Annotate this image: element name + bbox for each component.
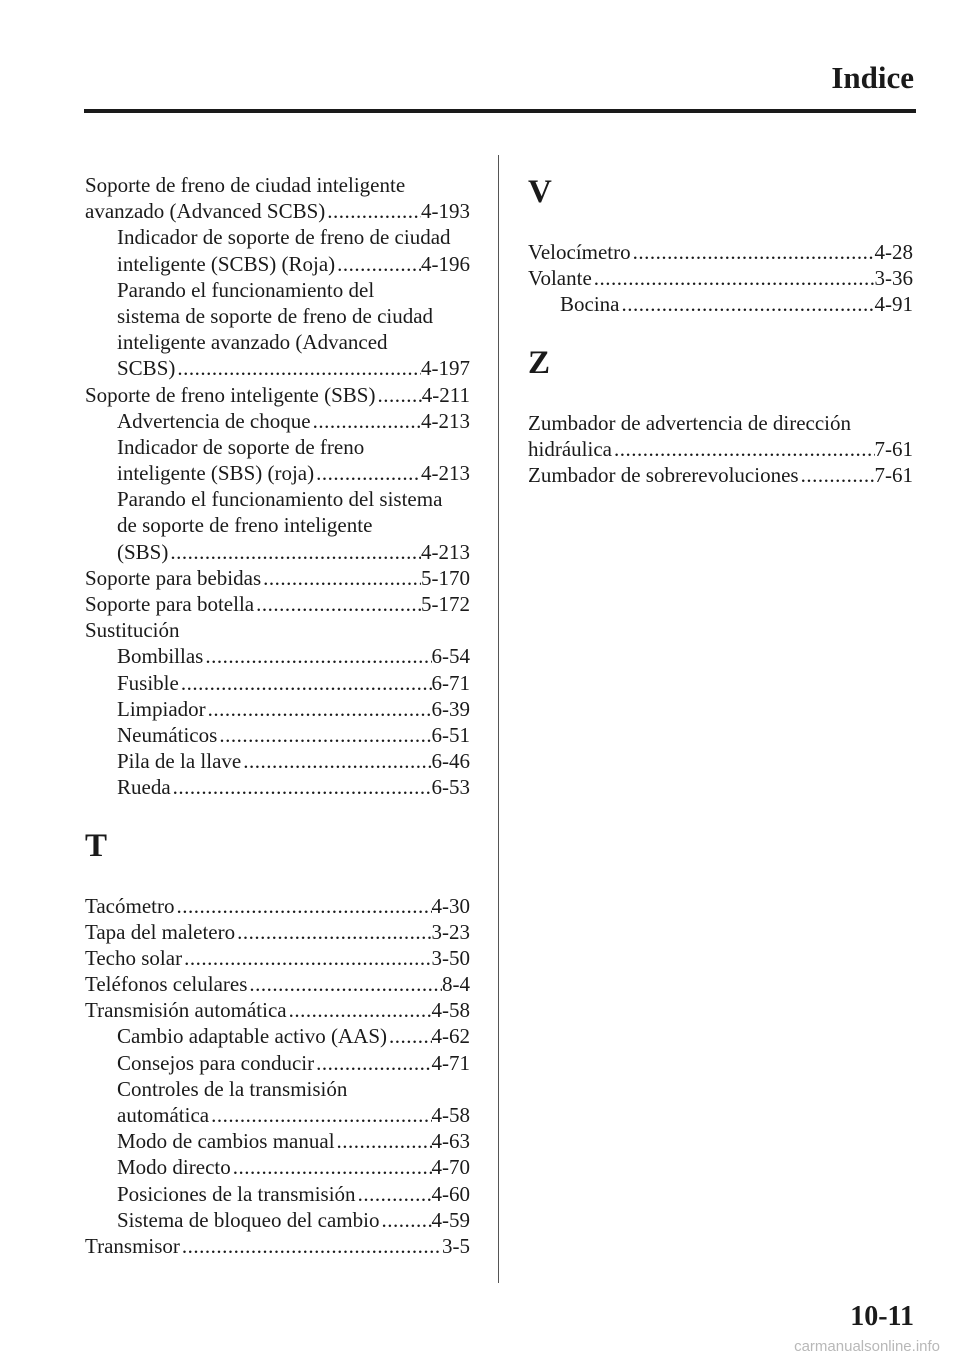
dot-leader — [311, 408, 421, 434]
entry-text: sistema de soporte de freno de ciudad — [117, 303, 434, 328]
section-letter: T — [85, 827, 108, 864]
index-entry — [528, 462, 913, 488]
index-subentry — [85, 512, 470, 538]
entry-text: de soporte de freno inteligente — [117, 513, 373, 538]
entry-page-ref: 4-211 — [421, 382, 470, 407]
index-subentry — [85, 1154, 470, 1180]
entry-text: Bombillas — [117, 644, 204, 669]
entry-page-ref: 6-46 — [431, 749, 470, 774]
index-subentry — [85, 774, 470, 800]
entry-text: Zumbador de sobrerevoluciones — [528, 462, 799, 487]
entry-text: Teléfonos celulares — [85, 972, 248, 997]
entry-text: Transmisión automática — [85, 998, 287, 1023]
entry-page-ref: 3-36 — [874, 266, 913, 291]
dot-leader — [247, 971, 442, 997]
entry-text: inteligente avanzado (Advanced — [117, 330, 388, 355]
index-subentry — [85, 460, 470, 486]
entry-text: SCBS) — [117, 356, 176, 381]
entry-text: Fusible — [117, 670, 179, 695]
entry-text: (SBS) — [117, 539, 169, 564]
index-entry — [528, 410, 913, 436]
entry-page-ref: 4-213 — [421, 408, 470, 433]
entry-page-ref: 6-53 — [431, 775, 470, 800]
index-entry — [85, 971, 470, 997]
entry-page-ref: 4-71 — [431, 1050, 470, 1075]
entry-text: Modo directo — [117, 1155, 231, 1180]
dot-leader — [175, 893, 432, 919]
dot-leader — [179, 670, 432, 696]
entry-page-ref: 3-5 — [442, 1233, 470, 1258]
entry-page-ref: 4-197 — [421, 356, 470, 381]
index-entry — [85, 945, 470, 971]
entry-text: Transmisor — [85, 1233, 180, 1258]
index-subentry — [85, 1050, 470, 1076]
dot-leader — [631, 239, 875, 265]
entry-page-ref: 8-4 — [442, 972, 470, 997]
dot-leader — [375, 382, 421, 408]
entry-text: Bocina — [560, 292, 620, 317]
index-entry — [85, 617, 470, 643]
dot-leader — [175, 355, 421, 381]
index-subentry — [85, 748, 470, 774]
index-subentry — [85, 696, 470, 722]
entry-page-ref: 4-28 — [874, 240, 913, 264]
entry-text: Sistema de bloqueo del cambio — [117, 1207, 380, 1232]
page-number: 10-11 — [850, 1301, 914, 1332]
entry-page-ref: 3-23 — [431, 919, 470, 944]
entry-page-ref: 4-60 — [431, 1181, 470, 1206]
index-subentry — [85, 277, 470, 303]
dot-leader — [254, 591, 421, 617]
dot-leader — [287, 997, 432, 1023]
section-spacer — [528, 318, 913, 343]
index-entry — [85, 382, 470, 408]
entry-text: Soporte de freno inteligente (SBS) — [85, 382, 376, 407]
section-spacer — [85, 866, 470, 893]
dot-leader — [619, 291, 874, 317]
entry-text: Soporte para botella — [85, 592, 255, 616]
dot-leader — [203, 643, 431, 669]
dot-leader — [171, 774, 432, 800]
section-spacer — [85, 801, 470, 826]
entry-text: Consejos para conducir — [117, 1050, 315, 1075]
entry-text: Parando el funcionamiento del sistema — [117, 487, 443, 512]
index-column-right — [528, 172, 913, 488]
entry-page-ref: 5-172 — [421, 592, 470, 616]
dot-leader — [241, 748, 431, 774]
index-subentry — [85, 1076, 470, 1102]
dot-leader — [235, 919, 431, 945]
index-entry — [85, 172, 470, 198]
dot-leader — [356, 1181, 432, 1207]
entry-page-ref: 6-51 — [431, 722, 470, 747]
entry-text: Advertencia de choque — [117, 408, 311, 433]
entry-text: Soporte para bebidas — [85, 565, 262, 590]
dot-leader — [612, 436, 875, 462]
entry-text: hidráulica — [528, 436, 612, 461]
entry-page-ref: 4-63 — [431, 1129, 470, 1154]
dot-leader — [217, 722, 431, 748]
entry-text: Indicador de soporte de freno — [117, 434, 365, 459]
entry-page-ref: 4-213 — [421, 461, 470, 486]
entry-text: Tacómetro — [85, 893, 175, 918]
index-subentry — [85, 1023, 470, 1049]
index-entry — [528, 436, 913, 462]
entry-text: avanzado (Advanced SCBS) — [85, 199, 326, 224]
dot-leader — [180, 1233, 442, 1259]
entry-page-ref: 7-61 — [874, 436, 913, 461]
index-subentry — [85, 670, 470, 696]
dot-leader — [387, 1023, 431, 1049]
index-entry — [85, 919, 470, 945]
page-title: Indice — [831, 60, 914, 95]
index-entry — [85, 565, 470, 591]
dot-leader — [231, 1154, 432, 1180]
entry-text: Limpiador — [117, 696, 206, 721]
dot-leader — [182, 945, 431, 971]
entry-text: Tapa del maletero — [85, 919, 236, 944]
index-subentry — [85, 303, 470, 329]
entry-page-ref: 4-30 — [431, 893, 470, 918]
index-entry — [85, 591, 470, 617]
entry-page-ref: 6-54 — [431, 644, 470, 669]
dot-leader — [335, 251, 421, 277]
entry-page-ref: 5-170 — [421, 565, 470, 590]
index-subentry — [85, 539, 470, 565]
index-subentry — [85, 1128, 470, 1154]
dot-leader — [314, 460, 421, 486]
section-spacer — [528, 212, 913, 239]
entry-page-ref: 4-58 — [431, 1103, 470, 1127]
entry-page-ref: 4-70 — [431, 1155, 470, 1180]
entry-text: Soporte de freno de ciudad inteligente — [85, 173, 406, 197]
index-subentry — [85, 1207, 470, 1233]
index-subentry — [85, 643, 470, 669]
entry-page-ref: 4-58 — [431, 998, 470, 1023]
index-entry — [85, 198, 470, 224]
entry-page-ref: 4-91 — [874, 292, 913, 317]
entry-page-ref: 6-39 — [431, 696, 470, 721]
index-entry — [528, 239, 913, 265]
entry-page-ref: 6-71 — [431, 670, 470, 695]
entry-text: Pila de la llave — [117, 749, 242, 774]
entry-text: Neumáticos — [117, 722, 218, 747]
dot-leader — [335, 1128, 432, 1154]
column-divider — [498, 155, 499, 1283]
dot-leader — [592, 265, 875, 291]
entry-text: Posiciones de la transmisión — [117, 1181, 356, 1206]
index-entry — [528, 265, 913, 291]
index-subentry — [85, 722, 470, 748]
entry-text: automática — [117, 1103, 210, 1127]
index-subentry — [85, 408, 470, 434]
entry-page-ref: 4-196 — [421, 251, 470, 276]
entry-text: Indicador de soporte de freno de ciudad — [117, 225, 451, 250]
entry-text: inteligente (SBS) (roja) — [117, 461, 315, 486]
entry-page-ref: 4-213 — [421, 539, 470, 564]
entry-text: Rueda — [117, 775, 171, 800]
entry-text: Zumbador de advertencia de dirección — [528, 410, 852, 435]
entry-text: Velocímetro — [528, 240, 631, 264]
entry-page-ref: 4-62 — [431, 1024, 470, 1049]
entry-text: Sustitución — [85, 618, 180, 643]
index-subentry — [85, 251, 470, 277]
entry-text: Modo de cambios manual — [117, 1129, 335, 1154]
watermark: carmanualsonline.info — [794, 1338, 940, 1355]
index-subentry — [85, 1181, 470, 1207]
entry-text: Cambio adaptable activo (AAS) — [117, 1024, 388, 1049]
dot-leader — [799, 462, 875, 488]
header-rule — [84, 109, 916, 113]
entry-page-ref: 7-61 — [874, 462, 913, 487]
section-spacer — [528, 383, 913, 410]
index-subentry — [85, 486, 470, 512]
entry-page-ref: 3-50 — [431, 945, 470, 970]
index-entry — [85, 893, 470, 919]
index-subentry — [85, 329, 470, 355]
dot-leader — [168, 539, 421, 565]
index-subentry — [85, 355, 470, 381]
entry-text: Techo solar — [85, 945, 183, 970]
entry-text: inteligente (SCBS) (Roja) — [117, 251, 336, 276]
dot-leader — [325, 198, 421, 224]
entry-text: Volante — [528, 266, 592, 291]
dot-leader — [314, 1050, 431, 1076]
index-subentry — [85, 434, 470, 460]
index-entry — [85, 1233, 470, 1259]
index-entry — [85, 997, 470, 1023]
index-subentry — [85, 1102, 470, 1128]
entry-text: Parando el funcionamiento del — [117, 277, 375, 302]
index-column-left — [85, 172, 470, 1259]
section-letter: V — [528, 174, 552, 210]
dot-leader — [261, 565, 421, 591]
entry-page-ref: 4-193 — [421, 199, 470, 224]
index-subentry — [528, 291, 913, 317]
dot-leader — [209, 1102, 431, 1128]
entry-page-ref: 4-59 — [431, 1207, 470, 1232]
dot-leader — [206, 696, 432, 722]
dot-leader — [379, 1207, 431, 1233]
index-subentry — [85, 224, 470, 250]
entry-text: Controles de la transmisión — [117, 1076, 348, 1101]
section-letter: Z — [528, 344, 551, 381]
